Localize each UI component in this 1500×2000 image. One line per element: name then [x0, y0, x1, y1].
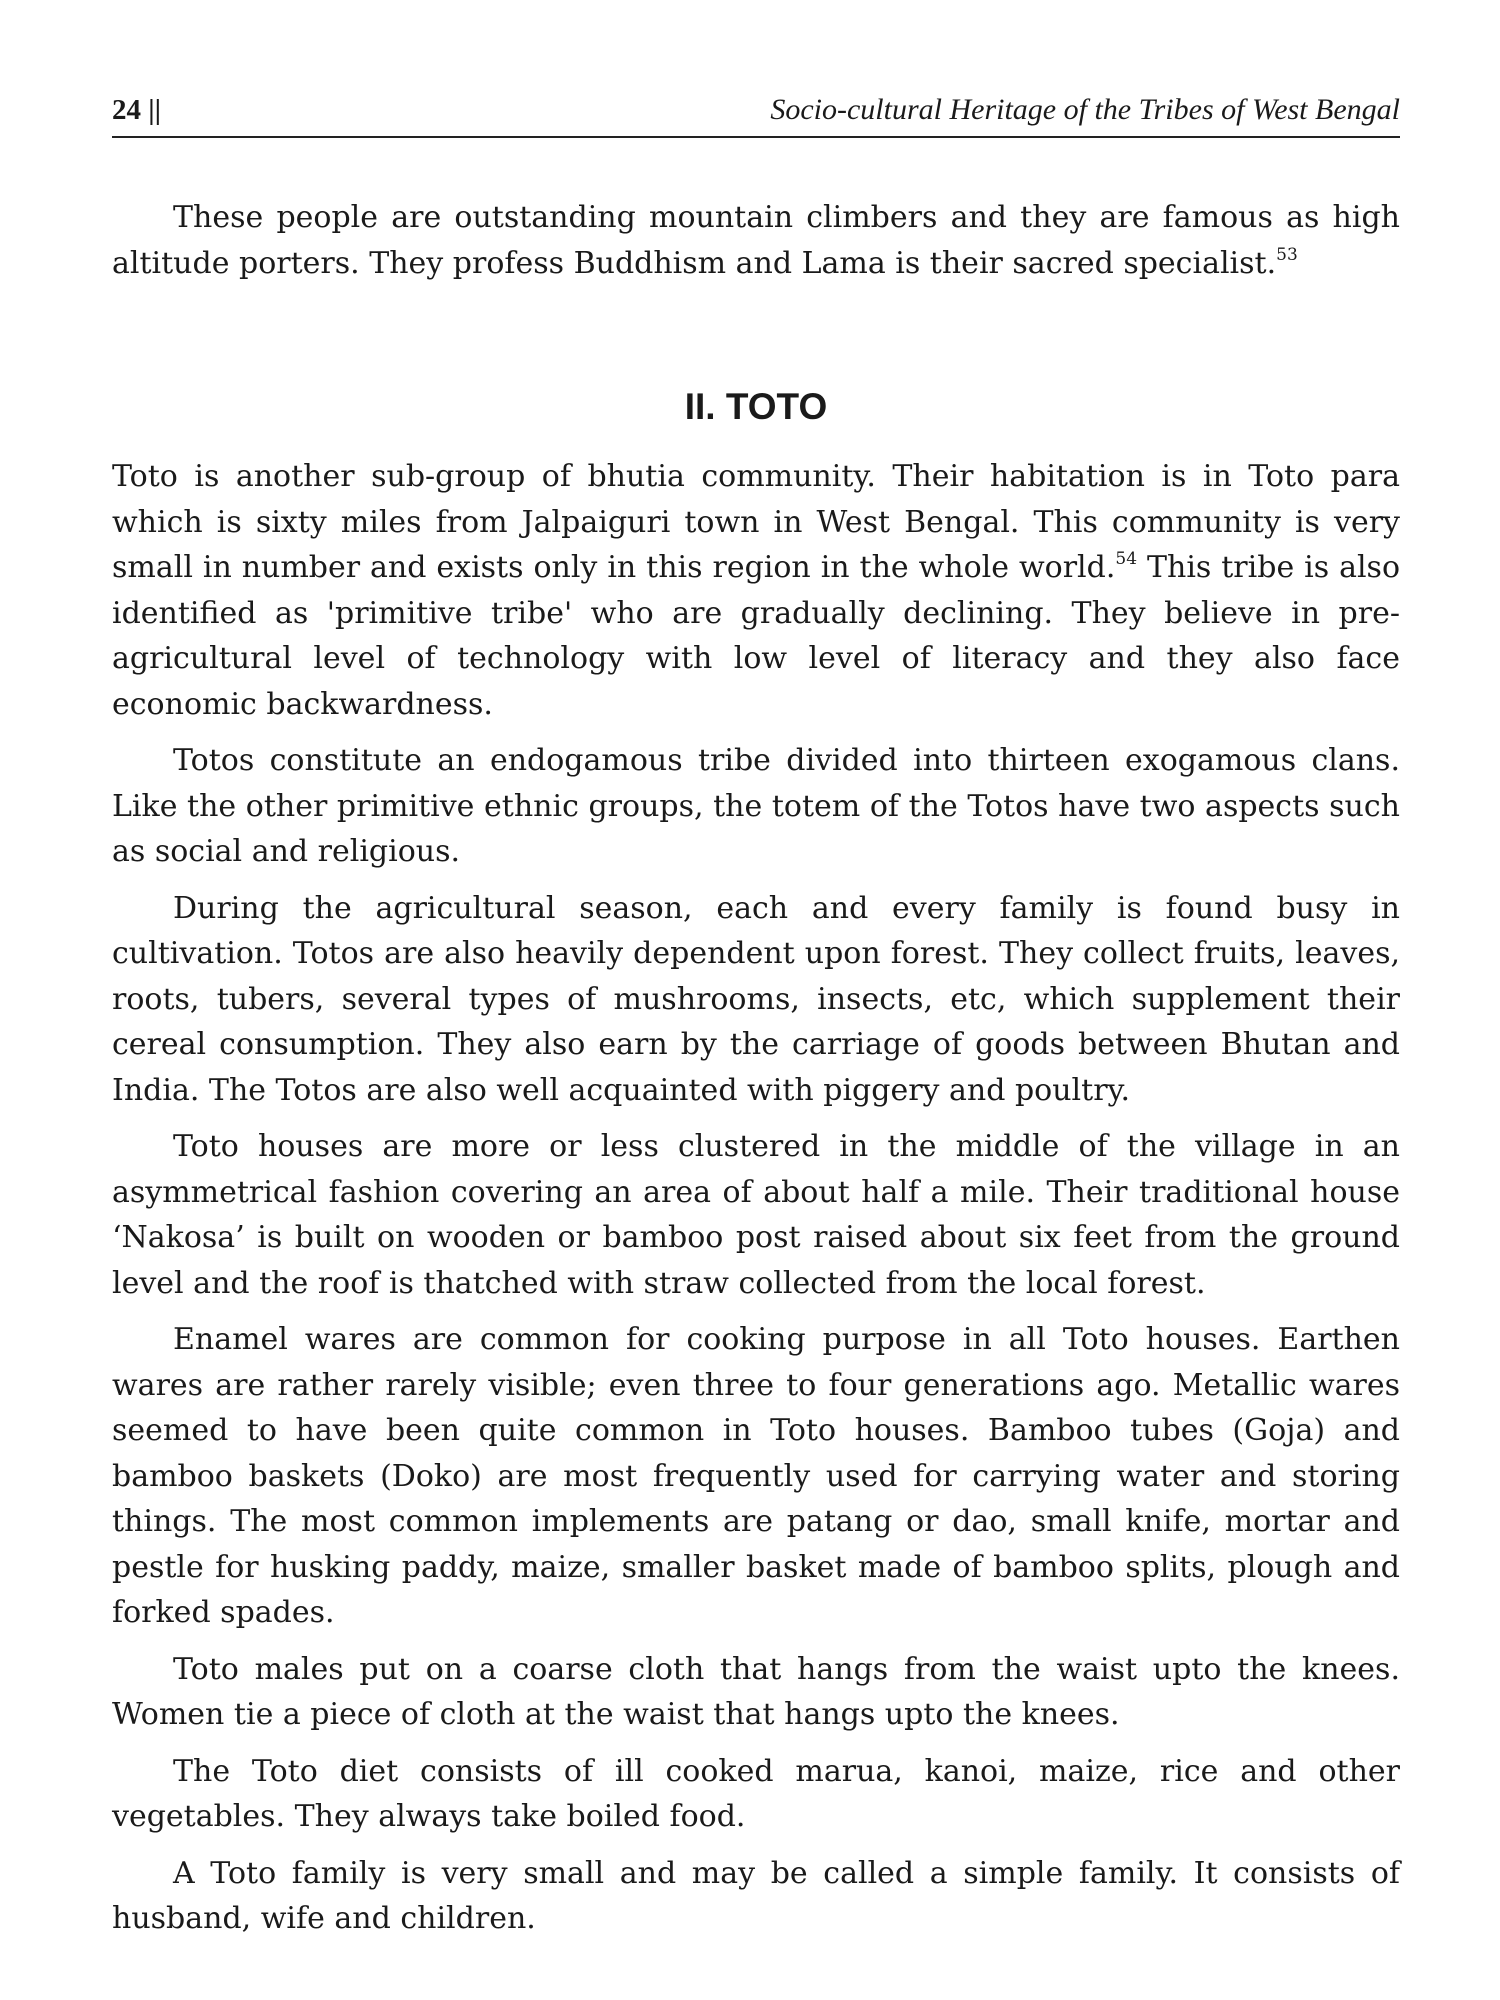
- paragraph-8: A Toto family is very small and may be called a simple family. It consists of husband, wife and children.: [112, 1855, 1400, 1936]
- paragraph-4: Toto houses are more or less clustered in the middle of the village in an asymmetrical fashion covering an area of about half a mile. Their traditional house ‘Nakosa’ is built on wooden or bamboo post raised about six feet from the ground level and the roof is thatched with straw collected from the local forest.: [112, 1129, 1400, 1301]
- book-title: Socio-cultural Heritage of the Tribes of West Bengal: [770, 93, 1400, 126]
- paragraph-3: During the agricultural season, each and every family is found busy in cultivation. Totos are also heavily dependent upon forest. They collect fruits, leaves, roots, tubers, several types of mushrooms, insects, etc, which supplement their cereal consumption. They also earn by the carriage of goods between Bhutan and India. The Totos are also well acquainted with piggery and poultry.: [112, 890, 1400, 1108]
- running-header: [112, 92, 1400, 138]
- paragraph-1-text-a: Toto is another sub-group of bhutia community. Their habitation is in Toto para which is sixty miles from Jalpaiguri town in West Bengal. This community is very small in number and exists only in this region in the whole world.: [112, 459, 1400, 585]
- section-body: [112, 454, 1400, 1953]
- paragraph-1: [112, 454, 1400, 727]
- footnote-marker: 54: [1115, 549, 1138, 569]
- footnote-marker: 53: [1276, 244, 1298, 265]
- paragraph-2: Totos constitute an endogamous tribe divided into thirteen exogamous clans. Like the other primitive ethnic groups, the totem of the Totos have two aspects such as social and religious.: [112, 743, 1400, 869]
- intro-paragraph: [112, 195, 1400, 286]
- intro-text: These people are outstanding mountain climbers and they are famous as high altitude porters. They profess Buddhism and Lama is their sacred specialist.: [112, 200, 1400, 281]
- section-heading: II. TOTO: [684, 386, 828, 427]
- intro-block: [112, 195, 1400, 297]
- paragraph-7: The Toto diet consists of ill cooked marua, kanoi, maize, rice and other vegetables. They always take boiled food.: [112, 1753, 1400, 1834]
- paragraph-1-text-b: This tribe is also identified as 'primitive tribe' who are gradually declining. They believe in pre-agricultural level of technology with low level of literacy and they also face economic backwardness.: [112, 550, 1401, 722]
- page-number: 24 ||: [112, 94, 162, 126]
- paragraph-5: Enamel wares are common for cooking purpose in all Toto houses. Earthen wares are rather rarely visible; even three to four generations ago. Metallic wares seemed to have been quite common in Toto houses. Bamboo tubes (Goja) and bamboo baskets (Doko) are most frequently used for carrying water and storing things. The most common implements are patang or dao, small knife, mortar and pestle for husking paddy, maize, smaller basket made of bamboo splits, plough and forked spades.: [112, 1322, 1400, 1630]
- paragraph-6: Toto males put on a coarse cloth that hangs from the waist upto the knees. Women tie a piece of cloth at the waist that hangs upto the knees.: [112, 1651, 1400, 1732]
